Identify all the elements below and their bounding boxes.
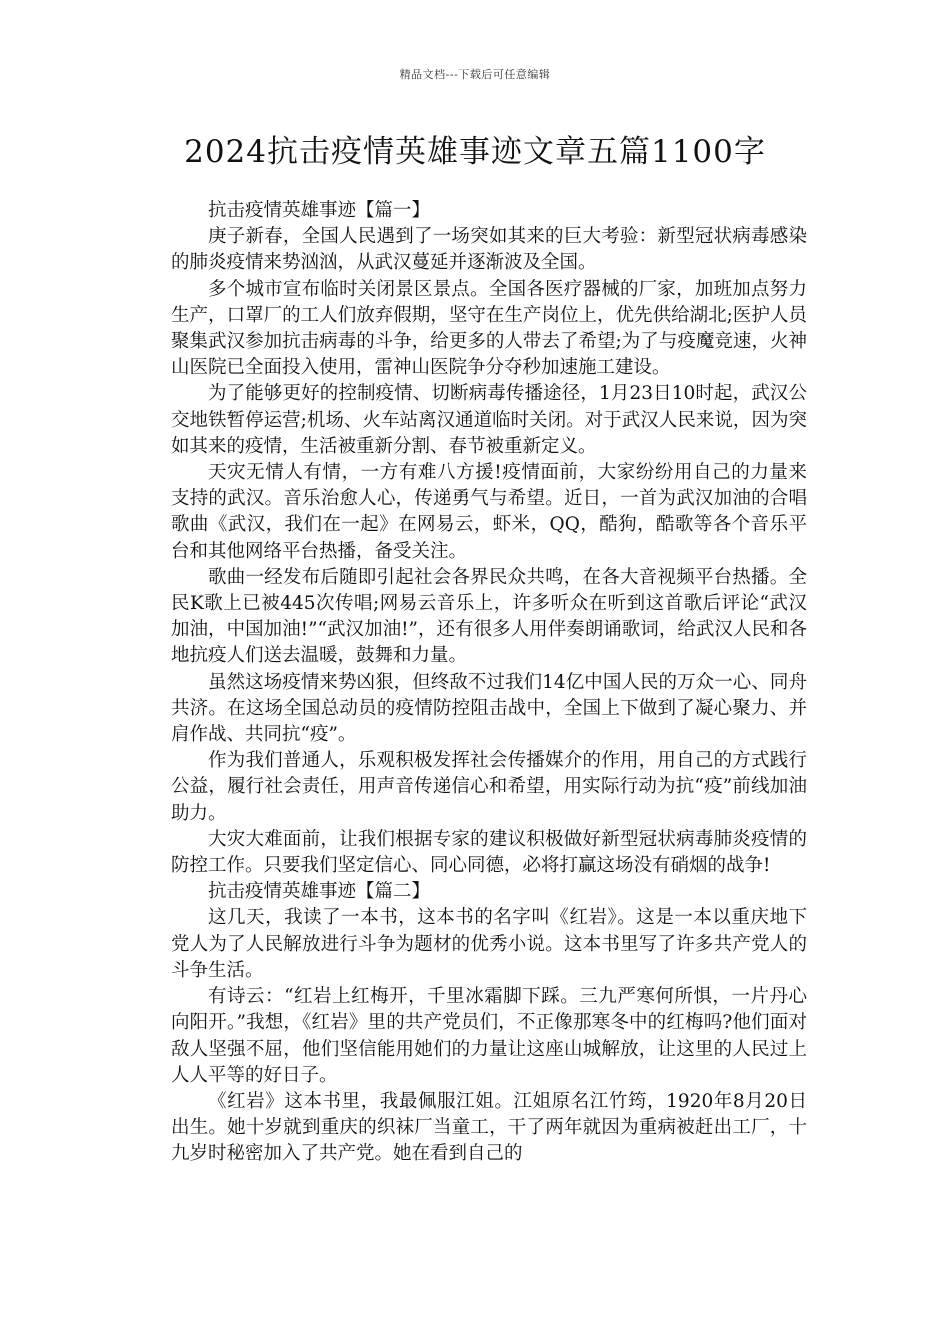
paragraph: 多个城市宣布临时关闭景区景点。全国各医疗器械的厂家，加班加点努力生产，口罩厂的工人们放弃假期，坚守在生产岗位上，优先供给湖北;医护人员聚集武汉参加抗击病毒的斗争，给更多的人带去了希望;为了与疫魔竞速，火神山医院已全面投入使用，雷神山医院争分夺秒加速施工建设。 — [171, 278, 807, 379]
section-heading: 抗击疫情英雄事迹【篇一】 — [208, 200, 431, 221]
paragraph: 歌曲一经发布后随即引起社会各界民众共鸣，在各大音视频平台热播。全民K歌上已被445次传唱;网易云音乐上，许多听众在听到这首歌后评论“武汉加油，中国加油!”“武汉加油!”，还有很多人用伴奏朗诵歌词，给武汉人民和各地抗疫人们送去温暖，鼓舞和力量。 — [171, 566, 807, 667]
article-body — [171, 198, 807, 1168]
paragraph: 有诗云：“红岩上红梅开，千里冰霜脚下踩。三九严寒何所惧，一片丹心向阳开。”我想，《红岩》里的共产党员们，不正像那寒冬中的红梅吗?他们面对敌人坚强不屈，他们坚信能用她们的力量让这座山城解放，让这里的人民过上人人平等的好日子。 — [171, 986, 807, 1086]
paragraph: 大灾大难面前，让我们根据专家的建议积极做好新型冠状病毒肺炎疫情的防控工作。只要我们坚定信心、同心同德，必将打赢这场没有硝烟的战争! — [171, 828, 807, 877]
paragraph: 庚子新春，全国人民遇到了一场突如其来的巨大考验：新型冠状病毒感染的肺炎疫情来势汹汹，从武汉蔓延并逐渐波及全国。 — [171, 226, 807, 274]
paragraph: 为了能够更好的控制疫情、切断病毒传播途径，1月23日10时起，武汉公交地铁暂停运营;机场、火车站离汉通道临时关闭。对于武汉人民来说，因为突如其来的疫情，生活被重新分割、春节被重新定义。 — [171, 383, 807, 457]
section-heading: 抗击疫情英雄事迹【篇二】 — [208, 881, 431, 903]
paragraph: 天灾无情人有情，一方有难八方援!疫情面前，大家纷纷用自己的力量来支持的武汉。音乐治愈人心，传递勇气与希望。近日，一首为武汉加油的合唱歌曲《武汉，我们在一起》在网易云，虾米，QQ，酷狗，酷歌等各个音乐平台和其他网络平台热播，备受关注。 — [171, 462, 807, 562]
paragraph: 这几天，我读了一本书，这本书的名字叫《红岩》。这是一本以重庆地下党人为了人民解放进行斗争为题材的优秀小说。这本书里写了许多共产党人的斗争生活。 — [171, 907, 807, 981]
paragraph: 作为我们普通人，乐观积极发挥社会传播媒介的作用，用自己的方式践行公益，履行社会责任，用声音传递信心和希望，用实际行动为抗“疫”前线加油助力。 — [171, 750, 807, 824]
paragraph: 虽然这场疫情来势凶狠，但终敌不过我们14亿中国人民的万众一心、同舟共济。在这场全国总动员的疫情防控阻击战中，全国上下做到了凝心聚力、并肩作战、共同抗“疫”。 — [171, 671, 807, 746]
paragraph: 《红岩》这本书里，我最佩服江姐。江姐原名江竹筠，1920年8月20日出生。她十岁就到重庆的织袜厂当童工，干了两年就因为重病被赶出工厂，十九岁时秘密加入了共产党。她在看到自己的 — [171, 1090, 807, 1165]
header-note: 精品文档---下载后可任意编辑 — [399, 68, 551, 81]
document-title: 2024抗击疫情英雄事迹文章五篇1100字 — [184, 134, 766, 170]
